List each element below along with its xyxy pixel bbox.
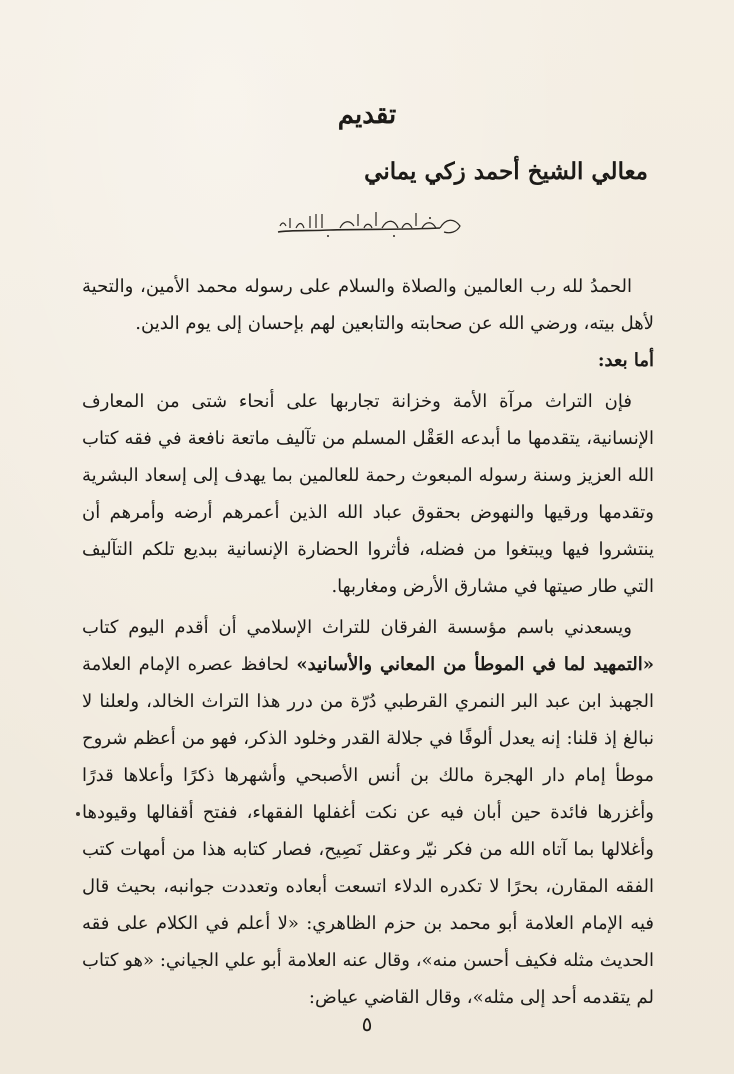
- page-title: تقديم: [337, 100, 397, 130]
- book-title: «التمهيد لما في الموطأ من المعاني والأسانيد»: [296, 654, 654, 675]
- basmala-calligraphy: [270, 206, 470, 242]
- author-heading: معالي الشيخ أحمد زكي يماني: [364, 158, 648, 185]
- paragraph-tamhid-intro: ويسعدني باسم مؤسسة الفرقان للتراث الإسلامي أن أقدم اليوم كتاب: [82, 617, 632, 638]
- paragraph-tamhid: [82, 609, 654, 1016]
- paragraph-opening: الحمدُ لله رب العالمين والصلاة والسلام على رسوله محمد الأمين، والتحية لأهل بيته، ورضي الله عن صحابته والتابعين لهم بإحسان إلى يوم الدين.: [82, 276, 654, 334]
- paragraph-amma-bad: أما بعد:: [597, 350, 654, 371]
- page-number: ٥: [361, 1012, 373, 1036]
- paragraph-heritage: فإن التراث مرآة الأمة وخزانة تجاربها على أنحاء شتى من المعارف الإنسانية، يتقدمها ما أبدعه العَقْل المسلم من تآليف ماتعة نافعة في فقه كتاب الله العزيز وسنة رسوله المبعوث رحمة للعالمين بما يهدف إلى إسعاد البشرية وتقدمها ورقيها والنهوض بحقوق عباد الله الذين أعمرهم أرضه وأمرهم أن ينتشروا فيها ويبتغوا من فضله، فأثروا الحضارة الإنسانية ببديع تلكم التآليف التي طار صيتها في مشارق الأرض ومغاربها.: [82, 391, 654, 597]
- body-text: [82, 268, 654, 1016]
- paragraph-tamhid-rest: لحافظ عصره الإمام العلامة الجهبذ ابن عبد البر النمري القرطبي دُرّة من درر هذا التراث الخالد، ولعلنا لا نبالغ إذ قلنا: إنه يعدل ألوفًا في جلالة القدر وخلود الذكر، فهو من أعظم شروح موطأ إمام دار الهجرة مالك بن أنس الأصبحي وأشهرها ذكرًا وأعلاها قدرًا وأغزرها فائدة حين أبان فيه عن نكت أغفلها الفقهاء، ففتح أقفالها وقيودها وأغلالها بما آتاه الله من فكر نيّر وعقل نَصِيح، فصار كتابه هذا من أمهات كتب الفقه المقارن، بحرًا لا تكدره الدلاء اتسعت أبعاده وتعددت جوانبه، بحيث قال فيه الإمام العلامة أبو محمد بن حزم الظاهري: «لا أعلم في الكلام على فقه الحديث مثله فكيف أحسن منه»، وقال عنه العلامة أبو علي الجياني: «هو كتاب لم يتقدمه أحد إلى مثله»، وقال القاضي عياض:: [82, 654, 654, 1008]
- margin-mark: [76, 812, 80, 816]
